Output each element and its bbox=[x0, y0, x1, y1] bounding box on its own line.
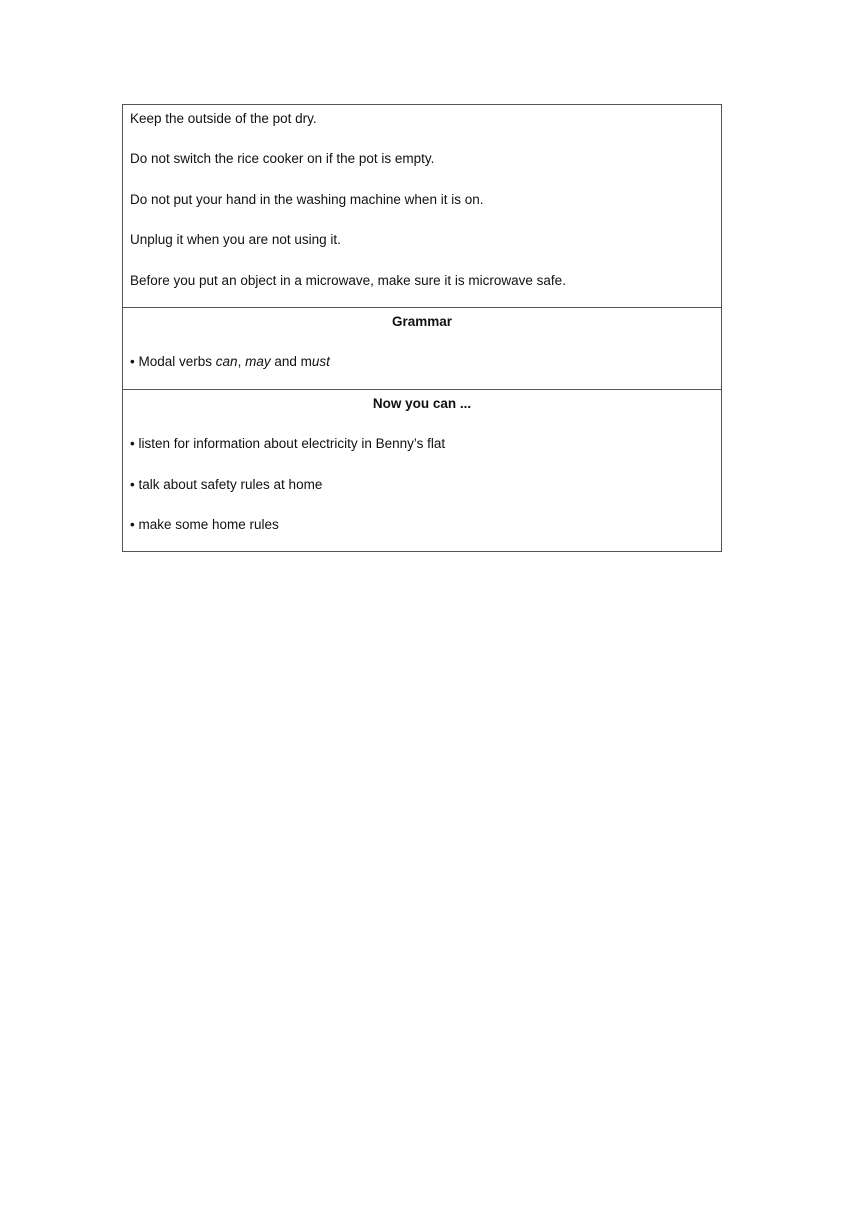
modal-verb-may: may bbox=[245, 354, 271, 370]
grammar-heading: Grammar bbox=[391, 314, 453, 329]
rule-line: Keep the outside of the pot dry. bbox=[130, 111, 317, 126]
rule-line: Before you put an object in a microwave, make sure it is microwave safe. bbox=[130, 272, 566, 288]
safety-rules-cell bbox=[123, 105, 721, 308]
grammar-item bbox=[130, 353, 714, 371]
rule-line: Do not put your hand in the washing machine when it is on. bbox=[130, 191, 484, 207]
bullet: • bbox=[130, 354, 135, 370]
grammar-item-prefix: Modal verbs bbox=[138, 354, 216, 370]
now-you-can-item: • talk about safety rules at home bbox=[130, 476, 323, 492]
separator: , bbox=[237, 354, 246, 370]
rule-line: Unplug it when you are not using it. bbox=[130, 232, 341, 248]
summary-table bbox=[122, 104, 722, 552]
modal-verb-can: can bbox=[215, 354, 238, 370]
now-you-can-item: • listen for information about electricity in Benny’s flat bbox=[130, 436, 446, 452]
separator: and bbox=[270, 354, 301, 370]
modal-verb-must-plain: m bbox=[300, 354, 312, 370]
grammar-cell bbox=[123, 308, 721, 390]
rule-line: Do not switch the rice cooker on if the pot is empty. bbox=[130, 151, 435, 167]
now-you-can-heading: Now you can ... bbox=[372, 396, 472, 411]
now-you-can-cell bbox=[123, 390, 721, 551]
now-you-can-item: • make some home rules bbox=[130, 517, 279, 533]
modal-verb-must-italic: ust bbox=[311, 354, 330, 370]
